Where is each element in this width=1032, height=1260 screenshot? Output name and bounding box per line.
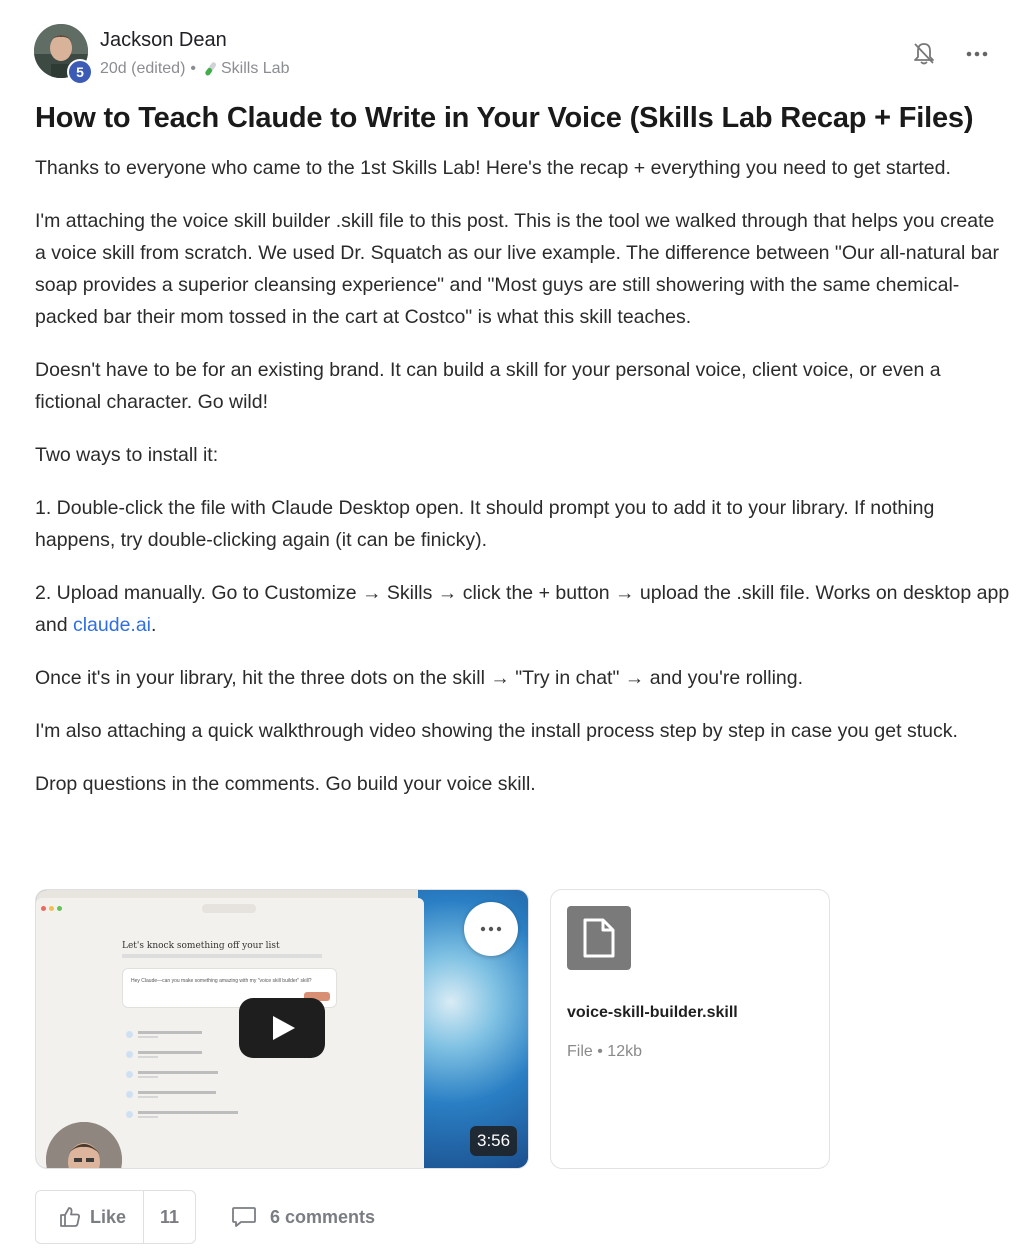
paragraph: Drop questions in the comments. Go build your voice skill. (35, 773, 536, 795)
thumbnail-prompt: Hey Claude—can you make something amazing with my "voice skill builder" skill? (131, 978, 312, 984)
file-icon (567, 906, 631, 970)
meta-separator: • (190, 60, 196, 77)
post-age: 20d (edited) (100, 60, 186, 77)
file-size: 12kb (607, 1043, 642, 1060)
post-title: How to Teach Claude to Write in Your Voice (Skills Lab Recap + Files) (35, 102, 974, 134)
comments-label: 6 comments (270, 1206, 376, 1227)
like-count[interactable]: 11 (159, 1206, 180, 1227)
paragraph: Two ways to install it: (35, 444, 219, 466)
post-meta (100, 60, 289, 78)
author-name[interactable]: Jackson Dean (100, 29, 227, 51)
paragraph: I'm attaching the voice skill builder .skill file to this post. This is the tool we walked through that helps you create a voice skill from scratch. We used Dr. Squatch as our live example. The difference between "Our all-natural bar soap provides a superior cleansing experience" and "Most guys are still showering with the same chemical-packed bar their mom tossed in the cart at Costco" is what this skill teaches. (35, 210, 999, 328)
paragraph: Doesn't have to be for an existing brand. It can build a skill for your personal voice, client voice, or even a fictional character. Go wild! (35, 359, 941, 413)
file-meta (567, 1043, 642, 1061)
video-duration: 3:56 (470, 1126, 517, 1156)
more-options-icon[interactable] (962, 40, 992, 68)
test-tube-icon (201, 60, 219, 78)
play-button[interactable] (239, 998, 325, 1058)
mock-tabs (202, 904, 256, 913)
comments-button[interactable] (231, 1200, 375, 1234)
video-more-button[interactable] (464, 902, 518, 956)
video-attachment[interactable] (35, 889, 529, 1169)
like-label: Like (90, 1206, 127, 1227)
paragraph: Once it's in your library, hit the three dots on the skill → "Try in chat" → and you're rolling. (35, 667, 804, 689)
like-button[interactable] (36, 1191, 144, 1243)
thumbnail-subtext (122, 954, 322, 958)
like-group (35, 1190, 196, 1244)
paragraph: I'm also attaching a quick walkthrough video showing the install process step by step in case you get stuck. (35, 720, 958, 742)
meta-separator: • (597, 1043, 603, 1060)
claude-ai-link[interactable]: claude.ai (72, 614, 152, 636)
more-options-icon (479, 924, 503, 934)
bell-off-icon[interactable] (910, 40, 938, 68)
paragraph: 1. Double-click the file with Claude Desktop open. It should prompt you to add it to your library. If nothing happens, try double-clicking again (it can be finicky). (35, 497, 935, 551)
paragraph (35, 577, 1010, 641)
thumbs-up-icon (59, 1206, 81, 1228)
thumbnail-heading: Let's knock something off your list (122, 941, 280, 951)
comment-icon (231, 1205, 257, 1229)
level-badge: 5 (67, 59, 93, 85)
post-body (35, 152, 1010, 821)
window-controls (41, 906, 62, 911)
file-attachment[interactable] (550, 889, 830, 1169)
paragraph: Thanks to everyone who came to the 1st Skills Lab! Here's the recap + everything you need to get started. (35, 157, 951, 179)
paragraph-text: . (151, 614, 157, 636)
paragraph-text: 2. Upload manually. Go to Customize → Skills → click the + button → upload the .skill file. Works on desktop app and (35, 582, 1010, 636)
post-header (34, 24, 1000, 84)
category-link[interactable]: Skills Lab (221, 60, 290, 77)
file-name: voice-skill-builder.skill (567, 1004, 738, 1021)
file-type: File (567, 1043, 593, 1060)
